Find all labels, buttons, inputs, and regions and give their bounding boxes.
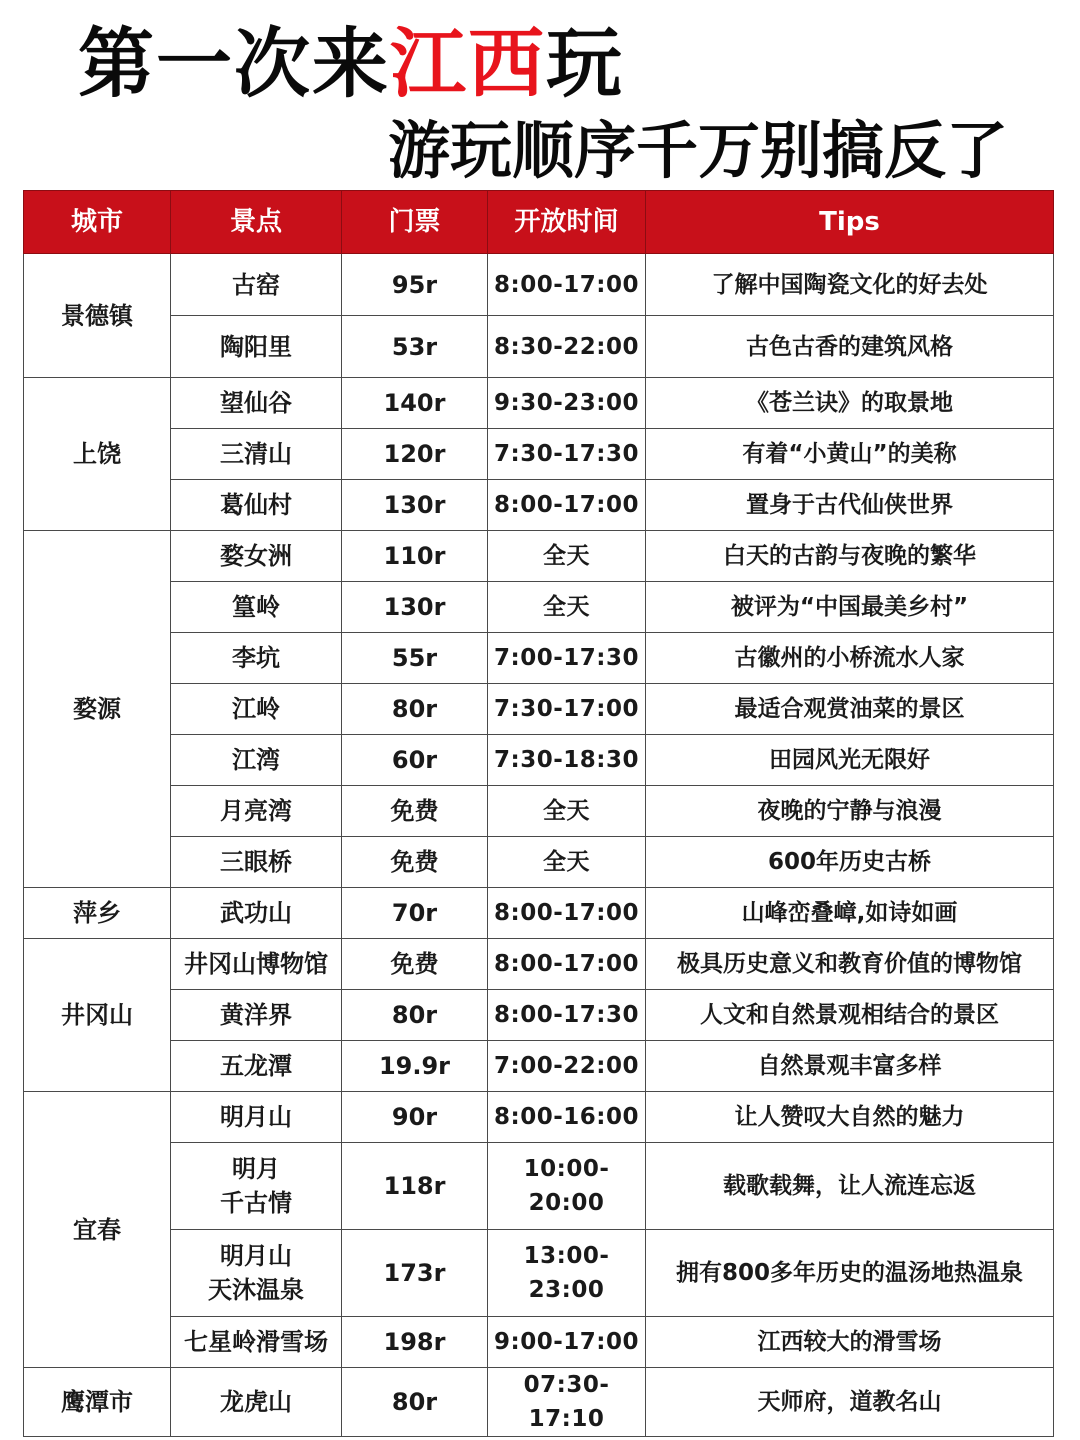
ticket-cell: 免费 <box>342 786 488 837</box>
table-header-row <box>24 191 1054 254</box>
spot-cell: 井冈山博物馆 <box>171 939 342 990</box>
hours-cell: 8:00-16:00 <box>488 1092 646 1143</box>
hours-cell: 7:00-22:00 <box>488 1041 646 1092</box>
table-row <box>24 1317 1054 1368</box>
tips-cell: 夜晚的宁静与浪漫 <box>646 786 1054 837</box>
tips-cell: 古徽州的小桥流水人家 <box>646 633 1054 684</box>
title-suffix: 玩 <box>546 19 624 108</box>
tips-cell: 古色古香的建筑风格 <box>646 316 1054 378</box>
ticket-cell: 19.9r <box>342 1041 488 1092</box>
spot-cell: 陶阳里 <box>171 316 342 378</box>
table-row <box>24 1092 1054 1143</box>
header-tips: Tips <box>646 191 1054 254</box>
spot-cell: 篁岭 <box>171 582 342 633</box>
spot-line1: 明月山 <box>220 1242 292 1270</box>
ticket-cell: 95r <box>342 254 488 316</box>
hours-cell: 全天 <box>488 582 646 633</box>
table-row <box>24 939 1054 990</box>
city-cell: 婺源 <box>24 531 171 888</box>
tips-cell: 最适合观赏油菜的景区 <box>646 684 1054 735</box>
spot-cell: 婺女洲 <box>171 531 342 582</box>
spot-cell: 三清山 <box>171 429 342 480</box>
page-subtitle: 游玩顺序千万别搞反了 <box>388 114 1009 187</box>
city-cell: 鹰潭市 <box>24 1368 171 1437</box>
title-prefix: 第一次来 <box>78 19 390 108</box>
spot-cell: 明月山 <box>171 1092 342 1143</box>
tips-cell: 被评为“中国最美乡村” <box>646 582 1054 633</box>
table-row <box>24 786 1054 837</box>
spot-cell: 龙虎山 <box>171 1368 342 1437</box>
tips-cell: 白天的古韵与夜晚的繁华 <box>646 531 1054 582</box>
tips-cell: 自然景观丰富多样 <box>646 1041 1054 1092</box>
ticket-cell: 90r <box>342 1092 488 1143</box>
ticket-cell: 130r <box>342 582 488 633</box>
spot-line2: 千古情 <box>220 1189 292 1217</box>
spot-cell: 七星岭滑雪场 <box>171 1317 342 1368</box>
hours-cell: 9:00-17:00 <box>488 1317 646 1368</box>
tips-cell: 了解中国陶瓷文化的好去处 <box>646 254 1054 316</box>
spot-cell: 古窑 <box>171 254 342 316</box>
spot-cell: 黄洋界 <box>171 990 342 1041</box>
table-row <box>24 480 1054 531</box>
ticket-cell: 70r <box>342 888 488 939</box>
ticket-cell: 110r <box>342 531 488 582</box>
table-row <box>24 254 1054 316</box>
ticket-cell: 120r <box>342 429 488 480</box>
spot-cell: 葛仙村 <box>171 480 342 531</box>
hours-cell: 8:00-17:30 <box>488 990 646 1041</box>
hours-cell: 7:00-17:30 <box>488 633 646 684</box>
hours-cell: 8:00-17:00 <box>488 939 646 990</box>
tips-cell: 山峰峦叠嶂,如诗如画 <box>646 888 1054 939</box>
table-row <box>24 684 1054 735</box>
hours-cell: 07:30-17:10 <box>488 1368 646 1437</box>
tips-cell: 600年历史古桥 <box>646 837 1054 888</box>
table-row <box>24 531 1054 582</box>
ticket-cell: 53r <box>342 316 488 378</box>
spot-line1: 明月 <box>232 1155 280 1183</box>
travel-table <box>23 190 1054 1437</box>
ticket-cell: 免费 <box>342 837 488 888</box>
spot-cell: 三眼桥 <box>171 837 342 888</box>
ticket-cell: 80r <box>342 684 488 735</box>
tips-cell: 拥有800多年历史的温汤地热温泉 <box>646 1230 1054 1317</box>
spot-cell: 李坑 <box>171 633 342 684</box>
city-cell: 景德镇 <box>24 254 171 378</box>
header-city: 城市 <box>24 191 171 254</box>
table-row <box>24 888 1054 939</box>
spot-line2: 天沐温泉 <box>208 1276 304 1304</box>
spot-cell: 江岭 <box>171 684 342 735</box>
table-row <box>24 1041 1054 1092</box>
city-cell: 萍乡 <box>24 888 171 939</box>
ticket-cell: 198r <box>342 1317 488 1368</box>
table-row <box>24 316 1054 378</box>
ticket-cell: 免费 <box>342 939 488 990</box>
spot-cell: 望仙谷 <box>171 378 342 429</box>
hours-cell: 全天 <box>488 786 646 837</box>
ticket-cell: 80r <box>342 990 488 1041</box>
ticket-cell: 118r <box>342 1143 488 1230</box>
table-row <box>24 582 1054 633</box>
hours-cell: 13:00-23:00 <box>488 1230 646 1317</box>
spot-cell: 月亮湾 <box>171 786 342 837</box>
hours-cell: 8:00-17:00 <box>488 254 646 316</box>
ticket-cell: 80r <box>342 1368 488 1437</box>
table-row <box>24 1143 1054 1230</box>
table-row <box>24 735 1054 786</box>
hours-cell: 全天 <box>488 837 646 888</box>
ticket-cell: 55r <box>342 633 488 684</box>
header-ticket: 门票 <box>342 191 488 254</box>
tips-cell: 让人赞叹大自然的魅力 <box>646 1092 1054 1143</box>
city-cell: 上饶 <box>24 378 171 531</box>
tips-cell: 天师府，道教名山 <box>646 1368 1054 1437</box>
table-row <box>24 633 1054 684</box>
hours-cell: 8:00-17:00 <box>488 888 646 939</box>
table-row <box>24 1230 1054 1317</box>
hours-cell: 8:30-22:00 <box>488 316 646 378</box>
table-row <box>24 1368 1054 1437</box>
tips-cell: 极具历史意义和教育价值的博物馆 <box>646 939 1054 990</box>
tips-cell: 载歌载舞，让人流连忘返 <box>646 1143 1054 1230</box>
city-cell: 宜春 <box>24 1092 171 1368</box>
ticket-cell: 130r <box>342 480 488 531</box>
hours-cell: 8:00-17:00 <box>488 480 646 531</box>
hours-cell: 7:30-18:30 <box>488 735 646 786</box>
header-spot: 景点 <box>171 191 342 254</box>
tips-cell: 江西较大的滑雪场 <box>646 1317 1054 1368</box>
table-row <box>24 378 1054 429</box>
table-row <box>24 837 1054 888</box>
hours-cell: 10:00-20:00 <box>488 1143 646 1230</box>
spot-cell: 武功山 <box>171 888 342 939</box>
table-row <box>24 429 1054 480</box>
spot-cell <box>171 1143 342 1230</box>
page-title <box>78 18 624 110</box>
city-cell: 井冈山 <box>24 939 171 1092</box>
title-accent: 江西 <box>390 19 546 108</box>
tips-cell: 田园风光无限好 <box>646 735 1054 786</box>
tips-cell: 置身于古代仙侠世界 <box>646 480 1054 531</box>
spot-cell: 江湾 <box>171 735 342 786</box>
tips-cell: 人文和自然景观相结合的景区 <box>646 990 1054 1041</box>
hours-cell: 7:30-17:30 <box>488 429 646 480</box>
tips-cell: 有着“小黄山”的美称 <box>646 429 1054 480</box>
hours-cell: 7:30-17:00 <box>488 684 646 735</box>
tips-cell: 《苍兰诀》的取景地 <box>646 378 1054 429</box>
header-hours: 开放时间 <box>488 191 646 254</box>
ticket-cell: 173r <box>342 1230 488 1317</box>
ticket-cell: 60r <box>342 735 488 786</box>
spot-cell <box>171 1230 342 1317</box>
hours-cell: 全天 <box>488 531 646 582</box>
table-row <box>24 990 1054 1041</box>
hours-cell: 9:30-23:00 <box>488 378 646 429</box>
ticket-cell: 140r <box>342 378 488 429</box>
spot-cell: 五龙潭 <box>171 1041 342 1092</box>
